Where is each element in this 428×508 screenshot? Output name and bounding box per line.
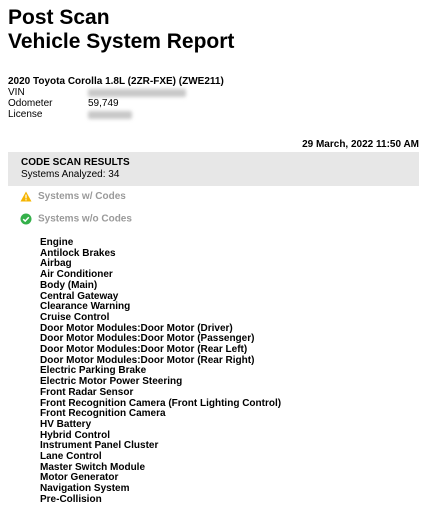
license-redacted <box>88 111 132 119</box>
report-title-line-1: Post Scan <box>8 6 110 29</box>
list-item: Motor Generator <box>40 472 119 484</box>
list-item: HV Battery <box>40 418 92 430</box>
vehicle-name: 2020 Toyota Corolla 1.8L (2ZR-FXE) (ZWE211) <box>8 76 224 87</box>
warning-icon <box>20 191 32 202</box>
systems-with-codes-row <box>20 191 126 202</box>
list-item: Pre-Collision <box>40 493 102 505</box>
list-item: Cruise Control <box>40 311 110 323</box>
list-item: Antilock Brakes <box>40 247 116 259</box>
list-item: Door Motor Modules:Door Motor (Driver) <box>40 322 233 334</box>
list-item: Front Radar Sensor <box>40 386 134 398</box>
list-item: Door Motor Modules:Door Motor (Passenger) <box>40 333 255 345</box>
list-item: Engine <box>40 237 74 248</box>
report-title <box>8 6 234 54</box>
systems-without-codes-list <box>40 238 281 506</box>
license-row <box>8 109 224 120</box>
code-scan-heading: CODE SCAN RESULTS <box>21 157 130 168</box>
report-title-line-2: Vehicle System Report <box>8 30 235 53</box>
systems-without-codes-row <box>20 213 132 225</box>
list-item: Hybrid Control <box>40 429 110 441</box>
list-item: Instrument Panel Cluster <box>40 440 159 452</box>
odometer-label: Odometer <box>8 98 53 109</box>
code-scan-results-panel <box>8 152 419 186</box>
list-item: Navigation System <box>40 483 130 495</box>
list-item: Master Switch Module <box>40 461 146 473</box>
list-item: Front Recognition Camera <box>40 408 166 420</box>
list-item: Door Motor Modules:Door Motor (Rear Left) <box>40 344 248 356</box>
list-item: Airbag <box>40 258 72 270</box>
vin-row <box>8 87 224 98</box>
list-item: Central Gateway <box>40 290 119 302</box>
vehicle-info <box>8 76 224 120</box>
list-item: Front Recognition Camera (Front Lighting Control) <box>40 397 282 409</box>
list-item: Lane Control <box>40 451 102 463</box>
odometer-row <box>8 98 224 109</box>
vin-redacted <box>88 89 186 97</box>
systems-analyzed: Systems Analyzed: 34 <box>21 169 120 180</box>
check-circle-icon <box>20 213 32 225</box>
list-item: Clearance Warning <box>40 301 131 313</box>
list-item: Electric Parking Brake <box>40 365 147 377</box>
odometer-value: 59,749 <box>88 98 119 109</box>
systems-with-codes-label: Systems w/ Codes <box>38 191 126 203</box>
list-item: Door Motor Modules:Door Motor (Rear Right) <box>40 354 255 366</box>
vin-label: VIN <box>8 87 25 98</box>
scan-datetime: 29 March, 2022 11:50 AM <box>302 139 419 150</box>
list-item: Air Conditioner <box>40 269 113 281</box>
list-item: Electric Motor Power Steering <box>40 376 183 388</box>
systems-without-codes-label: Systems w/o Codes <box>38 213 132 225</box>
list-item: Body (Main) <box>40 279 98 291</box>
license-label: License <box>8 109 43 120</box>
